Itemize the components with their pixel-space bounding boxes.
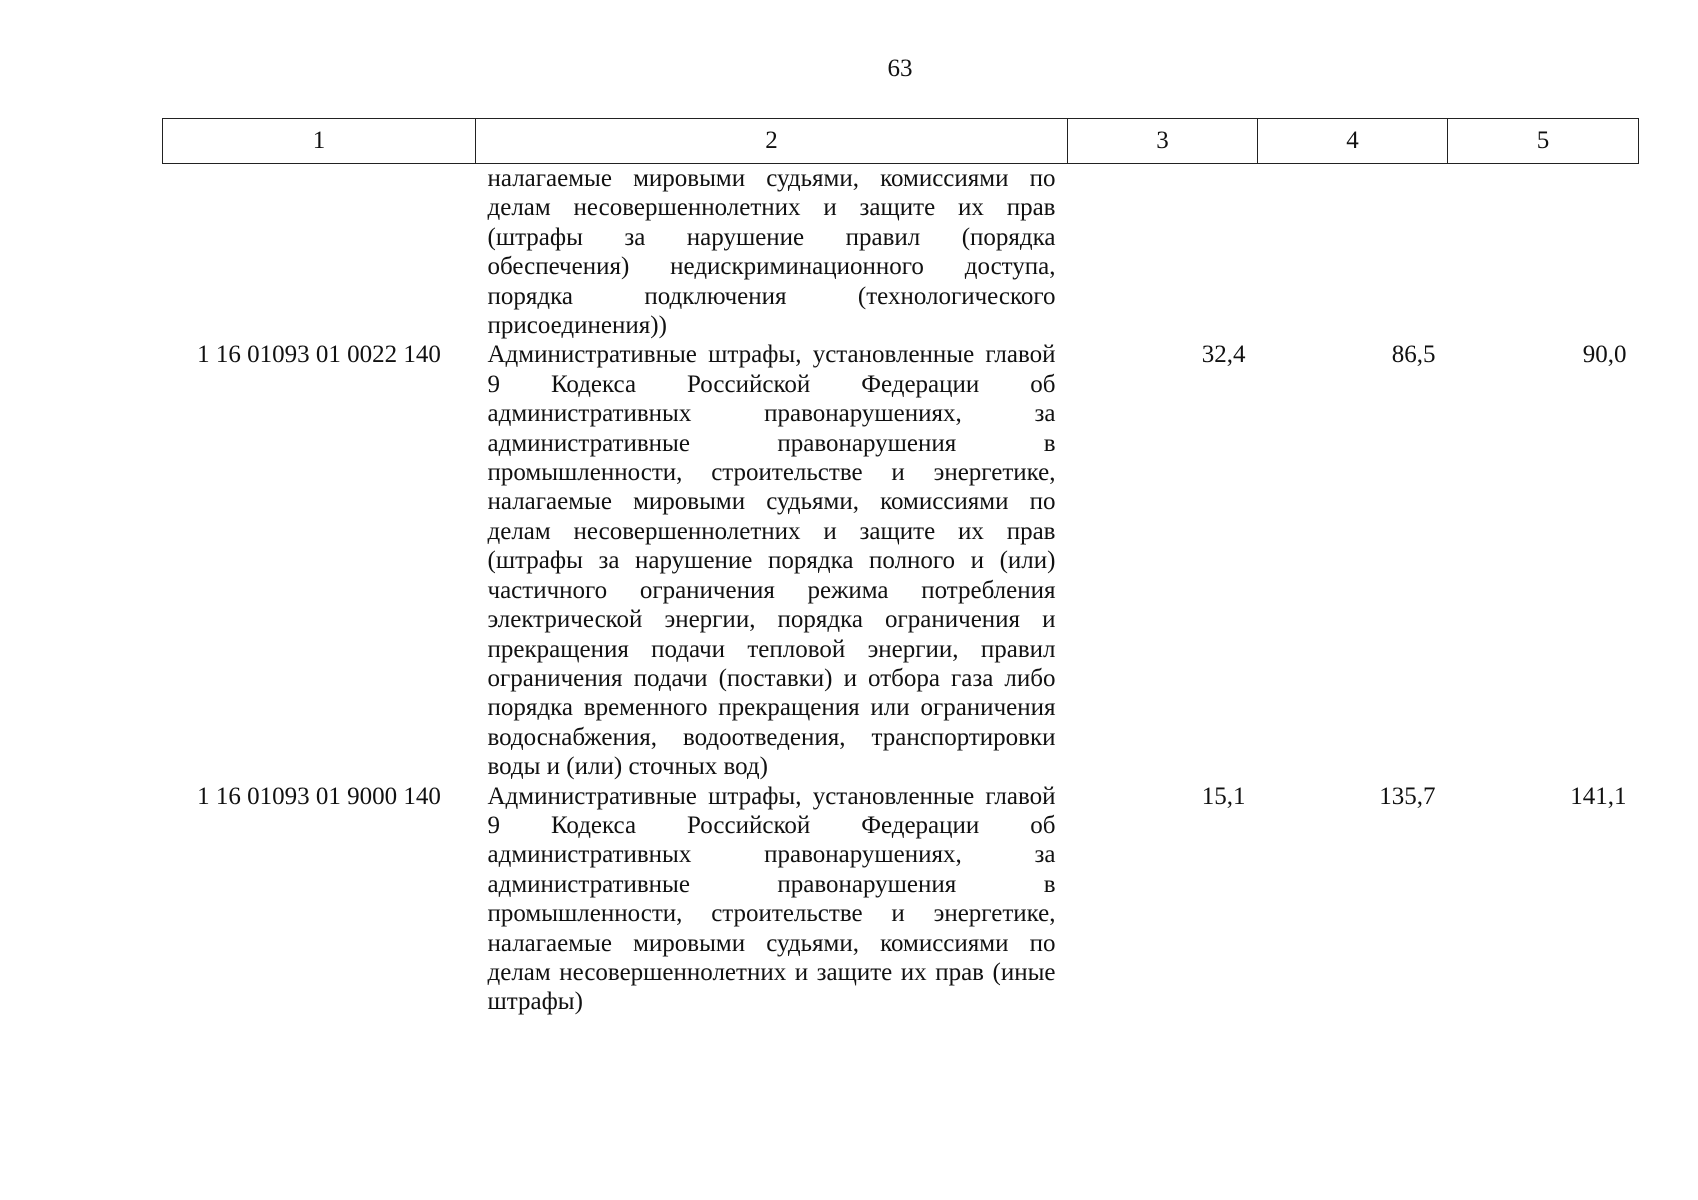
row-description-text: Административные штрафы, установленные главой 9 Кодекса Российской Федерации об административных правонарушениях, за административные правонарушения в промышленности, строительстве и энергетике, налагаемые мировыми судьями, комиссиями по делам несовершеннолетних и защите их прав (иные штрафы) — [487, 782, 1056, 1016]
value-col-3: 32,4 — [1201, 341, 1246, 369]
row-description — [476, 340, 1068, 781]
table-row — [163, 782, 1639, 1017]
header-col-5: 5 — [1448, 119, 1639, 164]
table-header — [163, 119, 1639, 164]
value-col-5: 90,0 — [1582, 341, 1627, 369]
budget-code: 1 16 01093 01 0022 140 — [197, 341, 441, 369]
budget-code — [163, 164, 476, 341]
header-col-4: 4 — [1258, 119, 1448, 164]
table-body — [163, 164, 1639, 1017]
value-col-5 — [1448, 164, 1639, 341]
row-description — [476, 782, 1068, 1017]
row-description — [476, 164, 1068, 341]
header-row — [163, 119, 1639, 164]
header-col-3: 3 — [1068, 119, 1258, 164]
budget-code: 1 16 01093 01 9000 140 — [197, 782, 441, 810]
header-col-1: 1 — [163, 119, 476, 164]
table-row — [163, 164, 1639, 341]
value-col-5: 141,1 — [1570, 782, 1627, 810]
value-col-4: 135,7 — [1379, 782, 1436, 810]
value-col-4 — [1258, 164, 1448, 341]
page-number: 63 — [887, 55, 913, 82]
budget-table — [162, 118, 1639, 1017]
value-col-3 — [1068, 164, 1258, 341]
table-row — [163, 340, 1639, 781]
value-col-3: 15,1 — [1201, 782, 1246, 810]
row-description-text: налагаемые мировыми судьями, комиссиями по делам несовершеннолетних и защите их прав (штрафы за нарушение правил (порядка обеспечения) недискриминационного доступа, порядка подключения (технологического присоединения)) — [487, 165, 1056, 340]
header-col-2: 2 — [476, 119, 1068, 164]
row-description-text: Административные штрафы, установленные главой 9 Кодекса Российской Федерации об административных правонарушениях, за административные правонарушения в промышленности, строительстве и энергетике, налагаемые мировыми судьями, комиссиями по делам несовершеннолетних и защите их прав (штрафы за нарушение порядка полного и (или) частичного ограничения режима потребления электрической энергии, порядка ограничения и прекращения подачи тепловой энергии, правил ограничения подачи (поставки) и отбора газа либо порядка временного прекращения или ограничения водоснабжения, водоотведения, транспортировки воды и (или) сточных вод) — [487, 341, 1056, 781]
value-col-4: 86,5 — [1391, 341, 1436, 369]
